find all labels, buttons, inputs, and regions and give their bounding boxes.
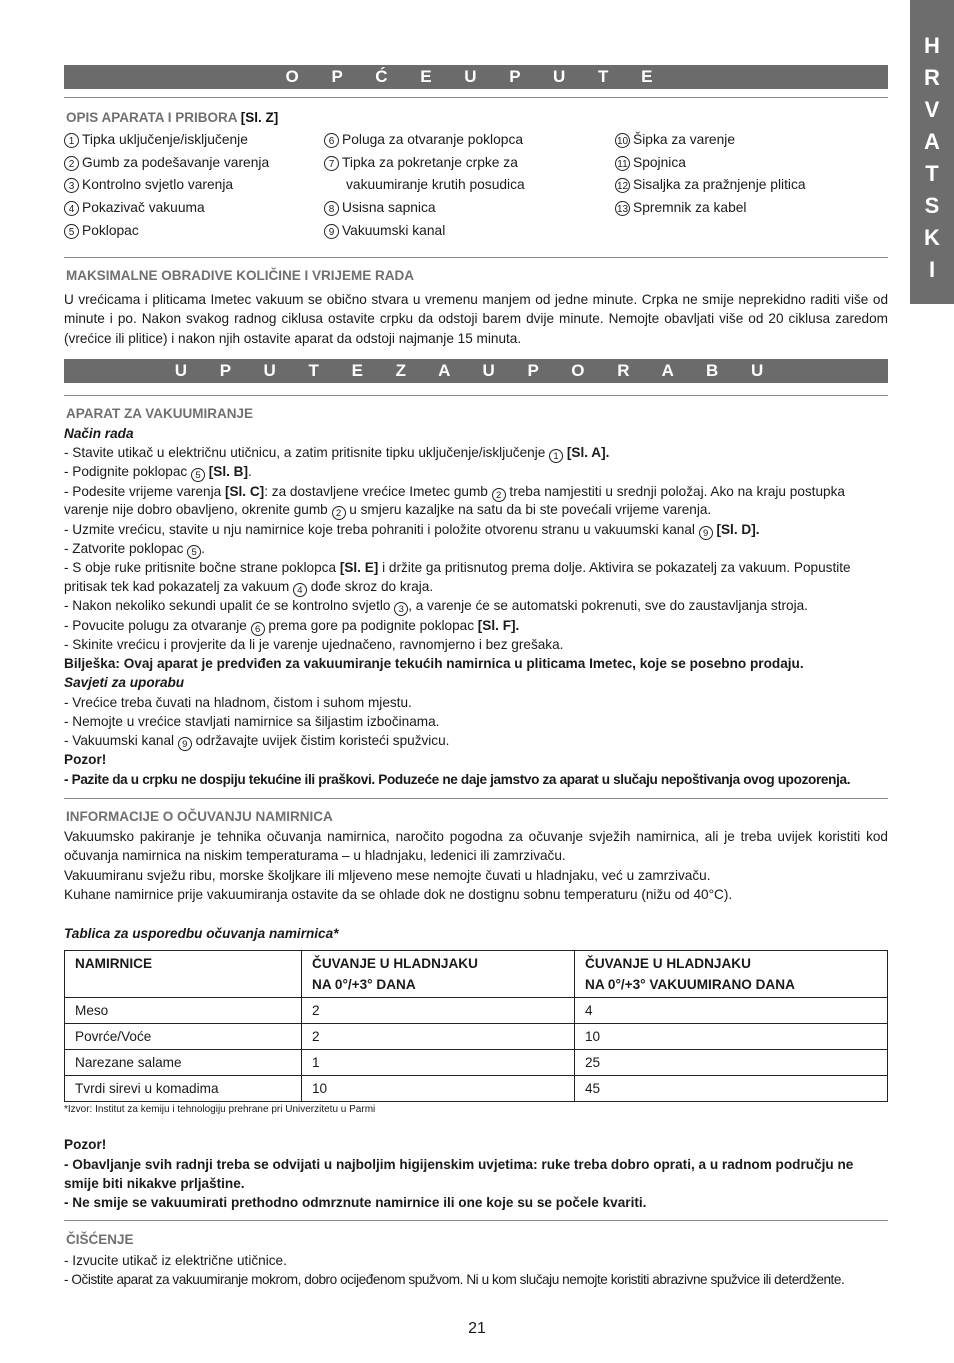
table-row: [65, 1050, 888, 1076]
info-heading: INFORMACIJE O OČUVANJU NAMIRNICA: [66, 809, 333, 824]
step-line: - S obje ruke pritisnite bočne strane poklopca [Sl. E] i držite ga pritisnutog prema dolje. Aktivira se pokazatelj za vakuum. Popustite: [64, 560, 851, 575]
opis-item: 1 Tipka uključenje/isključenje: [64, 132, 248, 148]
table-cell: Povrće/Voće: [65, 1024, 302, 1050]
side-letter: S: [924, 193, 940, 218]
info-paragraph: Kuhane namirnice prije vakuumiranja ostavite da se ohlade dok ne dostignu sobnu temperaturu (nižu od 40°C).: [64, 887, 733, 902]
step-line: - Uzmite vrećicu, stavite u nju namirnice koje treba pohraniti i položite otvorenu stranu u vakuumski kanal 9 [Sl. D].: [64, 522, 760, 539]
table-cell: Narezane salame: [65, 1050, 302, 1076]
side-letter: A: [924, 129, 940, 154]
table-header-cell: ČUVANJE U HLADNJAKU NA 0°/+3° VAKUUMIRANO DANA: [575, 951, 888, 998]
opis-item: 10 Šipka za varenje: [616, 132, 736, 147]
table-cell: 10: [575, 1024, 888, 1050]
table-row: [65, 1024, 888, 1050]
step-line: - Skinite vrećicu i provjerite da li je varenje ujednačeno, ravnomjerno i bez grešaka.: [64, 637, 564, 652]
tip-line: - Vrećice treba čuvati na hladnom, čistom i suhom mjestu.: [64, 695, 412, 710]
divider: [64, 1220, 888, 1221]
tip-line: - Nemojte u vrećice stavljati namirnice sa šiljastim izbočinama.: [64, 714, 440, 729]
pozor-label: Pozor!: [64, 1137, 107, 1152]
side-letter: V: [924, 97, 940, 122]
table-cell: 45: [575, 1076, 888, 1102]
table-header-row: [65, 951, 888, 998]
aparat-heading: APARAT ZA VAKUUMIRANJE: [66, 406, 253, 421]
step-line: pritisak tek kad pokazatelj za vakuum 4 dođe skroz do kraja.: [64, 579, 434, 596]
nacin-rada-subheading: Način rada: [64, 426, 134, 441]
table-header-cell: ČUVANJE U HLADNJAKU NA 0°/+3° DANA: [302, 951, 575, 998]
table-row: [65, 1076, 888, 1102]
opis-item: 4 Pokazivač vakuuma: [64, 200, 205, 216]
cleaning-line: - Izvucite utikač iz električne utičnice.: [64, 1253, 287, 1268]
storage-comparison-table: [64, 950, 888, 1102]
tip-line: - Vakuumski kanal 9 održavajte uvijek čistim koristeći spužvicu.: [64, 733, 450, 750]
page-number: 21: [468, 1320, 486, 1337]
table-cell: 25: [575, 1050, 888, 1076]
cleaning-line: - Očistite aparat za vakuumiranje mokrom, dobro ocijeđenom spužvom. Ni u kom slučaju nemojte koristiti abrazivne spužvice ili deterdžente.: [64, 1272, 845, 1287]
table-cell: Tvrdi sirevi u komadima: [65, 1076, 302, 1102]
step-line: - Zatvorite poklopac 5 .: [64, 541, 205, 558]
maks-text: U vrećicama i pliticama Imetec vakuum se obično stvara u vremenu manjem od jedne minute. Crpka ne smije neprekidno raditi više od minute i po. Nakon svakog radnog ciklusa ostavite crpku da odstoji barem dvije minute. Nemojte obavljati više od 20 ciklusa zaredom (vrećice ili plitice) i nakon njih ostavite aparat da odstoji najmanje 15 minuta.: [64, 292, 888, 346]
opis-item: 2 Gumb za podešavanje varenja: [64, 155, 269, 171]
info-paragraph: Vakuumiranu svježu ribu, morske školjkare ili mljeveno mese nemojte čuvati u hladnjaku, već u zamrzivaču.: [64, 868, 711, 883]
opis-item: 6 Poluga za otvaranje poklopca: [324, 132, 523, 148]
side-letter: R: [924, 65, 940, 90]
table-cell: 2: [302, 998, 575, 1024]
opis-item: 13 Spremnik za kabel: [616, 200, 747, 215]
step-line: varenje nije dobro obavljeno, okrenite gumb 2 u smjeru kazaljke na satu da bi ste povećali vrijeme varenja.: [64, 502, 712, 519]
side-letter: K: [924, 225, 940, 250]
step-line: - Povucite polugu za otvaranje 6 prema gore pa podignite poklopac [Sl. F].: [64, 618, 520, 635]
pozor-label: Pozor!: [64, 752, 107, 767]
step-line: - Podesite vrijeme varenja [Sl. C]: za dostavljene vrećice Imetec gumb 2 treba namjestiti u srednji položaj. Ako na kraju postupka: [64, 484, 845, 501]
divider: [64, 798, 888, 799]
opis-item: vakuumiranje krutih posudica: [346, 177, 525, 192]
step-line: - Podignite poklopac 5 [Sl. B].: [64, 464, 252, 481]
opis-item: 3 Kontrolno svjetlo varenja: [64, 177, 233, 193]
opis-item: 8 Usisna sapnica: [324, 200, 436, 216]
step-line: - Stavite utikač u električnu utičnicu, a zatim pritisnite tipku uključenje/isključenje 1 [Sl. A].: [64, 445, 610, 462]
language-tab: [910, 0, 954, 304]
divider: [64, 257, 888, 258]
opis-item: 11 Spojnica: [615, 155, 686, 171]
section-band-opce-upute: O P Ć E U P U T E: [64, 65, 888, 89]
opis-item: 7 Tipka za pokretanje crpke za: [324, 155, 518, 171]
step-line: - Nakon nekoliko sekundi upalit će se kontrolno svjetlo 3 , a varenje će se automatski pokrenuti, sve do zaustavljanja stroja.: [64, 598, 808, 615]
table-cell: 4: [575, 998, 888, 1024]
hygiene-warning: smije biti nikakve prljaštine.: [64, 1176, 245, 1191]
info-paragraph: Vakuumsko pakiranje je tehnika očuvanja namirnica, naročito pogodna za očuvanje svježih namirnica, ali je treba uvijek koristiti kod očuvanja namirnica na niskim temperaturama – u hladnjaku, ledenici ili zamrzivaču.: [64, 829, 888, 864]
pozor-warning: - Pazite da u crpku ne dospiju tekućine ili praškovi. Poduzeće ne daje jamstvo za aparat u slučaju nepoštivanja ovog upozorenja.: [64, 772, 851, 787]
opis-item: 12 Sisaljka za pražnjenje plitica: [616, 177, 806, 192]
opis-item: 9 Vakuumski kanal: [324, 223, 445, 239]
biljeska-note: Bilješka: Ovaj aparat je predviđen za vakuumiranje tekućih namirnica u pliticama Imetec, koje se posebno prodaju.: [64, 656, 804, 671]
table-cell: 10: [302, 1076, 575, 1102]
table-header-cell: NAMIRNICE: [65, 951, 302, 998]
table-cell: 1: [302, 1050, 575, 1076]
divider: [64, 97, 888, 98]
maks-heading: MAKSIMALNE OBRADIVE KOLIČINE I VRIJEME RADA: [66, 268, 415, 283]
source-footnote: *Izvor: Institut za kemiju i tehnologiju prehrane pri Univerzitetu u Parmi: [64, 1104, 376, 1115]
side-letter: I: [928, 257, 936, 282]
table-cell: 2: [302, 1024, 575, 1050]
side-letter: T: [925, 161, 939, 186]
thaw-warning: - Ne smije se vakuumirati prethodno odmrznute namirnice ili one koje su se počele kvariti.: [64, 1195, 647, 1210]
section-band-upute: U P U T E Z A U P O R A B U: [64, 359, 888, 383]
divider: [64, 395, 888, 396]
table-title: Tablica za usporedbu očuvanja namirnica*: [64, 926, 339, 941]
table-cell: Meso: [65, 998, 302, 1024]
opis-item: 5 Poklopac: [64, 223, 139, 239]
ciscenje-heading: ČIŠĆENJE: [66, 1232, 134, 1247]
savjeti-subheading: Savjeti za uporabu: [64, 675, 185, 690]
hygiene-warning: - Obavljanje svih radnji treba se odvijati u najboljim higijenskim uvjetima: ruke treba dobro oprati, a u radnom području ne: [64, 1157, 854, 1172]
side-letter: H: [924, 33, 940, 58]
table-row: [65, 998, 888, 1024]
opis-heading: OPIS APARATA I PRIBORA [Sl. Z]: [66, 110, 279, 125]
